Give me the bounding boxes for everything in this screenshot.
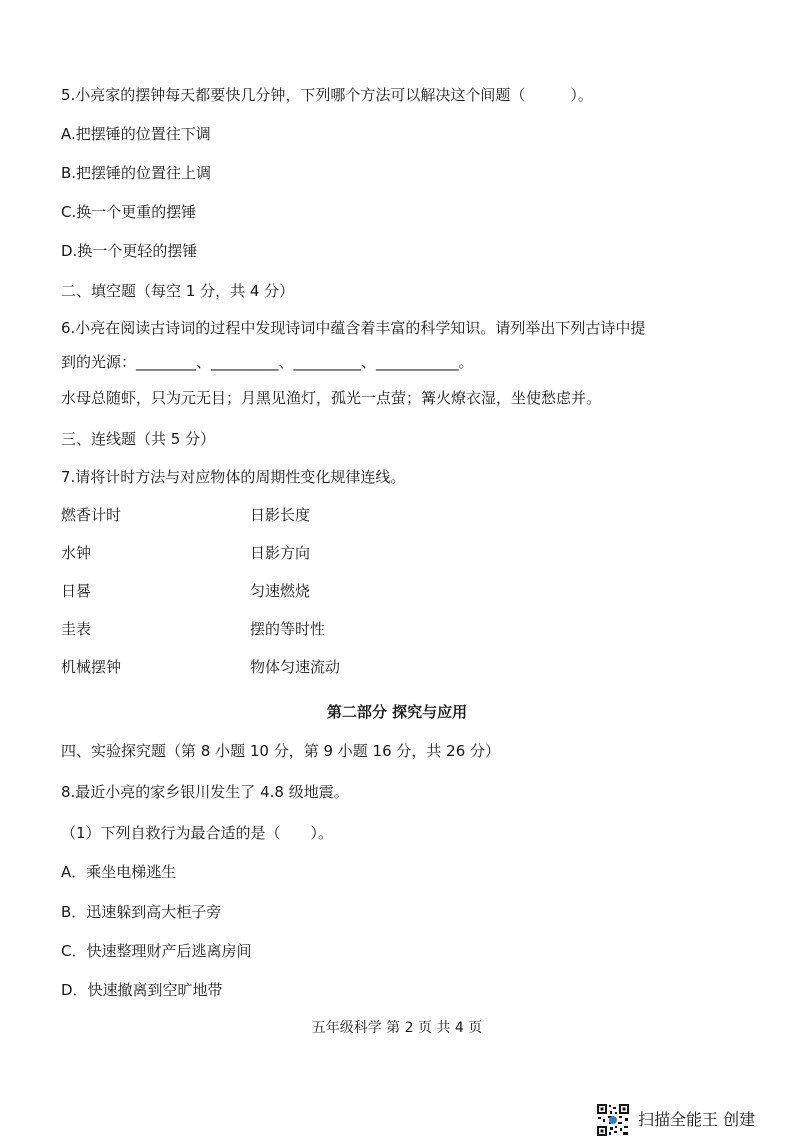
scanner-watermark: 扫描全能王 创建 [638, 1110, 756, 1129]
match-right-item: 日影长度 [250, 506, 311, 524]
poem: 水母总随虾，只为元无目；月黑见渔灯，孤光一点萤；篝火燎衣湿，坐使愁虑并。 [61, 389, 602, 407]
q5-option-a: A.把摆锤的位置往下调 [61, 125, 211, 143]
q5-option-c: C.换一个更重的摆锤 [61, 203, 197, 221]
match-left-item: 圭表 [61, 620, 92, 638]
section3-heading: 三、连线题（共 5 分） [61, 430, 216, 448]
q6-line1: 6.小亮在阅读古诗词的过程中发现诗词中蕴含着丰富的科学知识。请列举出下列古诗中提 [61, 319, 646, 337]
q8-option-d: D．快速撤离到空旷地带 [61, 981, 223, 999]
q8-sub1: （1）下列自救行为最合适的是（ ）。 [61, 824, 334, 842]
match-right-item: 物体匀速流动 [250, 658, 341, 676]
match-right-item: 匀速燃烧 [250, 582, 311, 600]
q5-option-d: D.换一个更轻的摆锤 [61, 242, 198, 260]
q5-question: 5.小亮家的摆钟每天都要快几分钟，下列哪个方法可以解决这个间题（ ）。 [61, 86, 593, 104]
q7-question: 7.请将计时方法与对应物体的周期性变化规律连线。 [61, 468, 406, 486]
match-right-item: 日影方向 [250, 544, 311, 562]
match-left-item: 机械摆钟 [61, 658, 122, 676]
section2-heading: 二、填空题（每空 1 分，共 4 分） [61, 282, 295, 300]
match-left-item: 水钟 [61, 544, 92, 562]
q8-option-c: C．快速整理财产后逃离房间 [61, 942, 252, 960]
match-left-item: 燃香计时 [61, 506, 122, 524]
q5-option-b: B.把摆锤的位置往上调 [61, 164, 212, 182]
part2-title: 第二部分 探究与应用 [326, 703, 468, 721]
q8-question: 8.最近小亮的家乡银川发生了 4.8 级地震。 [61, 783, 349, 801]
q8-option-a: A．乘坐电梯逃生 [61, 863, 177, 881]
q8-option-b: B．迅速躲到高大柜子旁 [61, 903, 222, 921]
match-right-item: 摆的等时性 [250, 620, 326, 638]
q6-line2: 到的光源：________、_________、_________、___________。 [61, 353, 474, 371]
qr-code-icon [596, 1103, 630, 1137]
section4-heading: 四、实验探究题（第 8 小题 10 分，第 9 小题 16 分，共 26 分） [61, 742, 501, 760]
match-left-item: 日晷 [61, 582, 92, 600]
page-footer: 五年级科学 第 2 页 共 4 页 [311, 1020, 483, 1036]
